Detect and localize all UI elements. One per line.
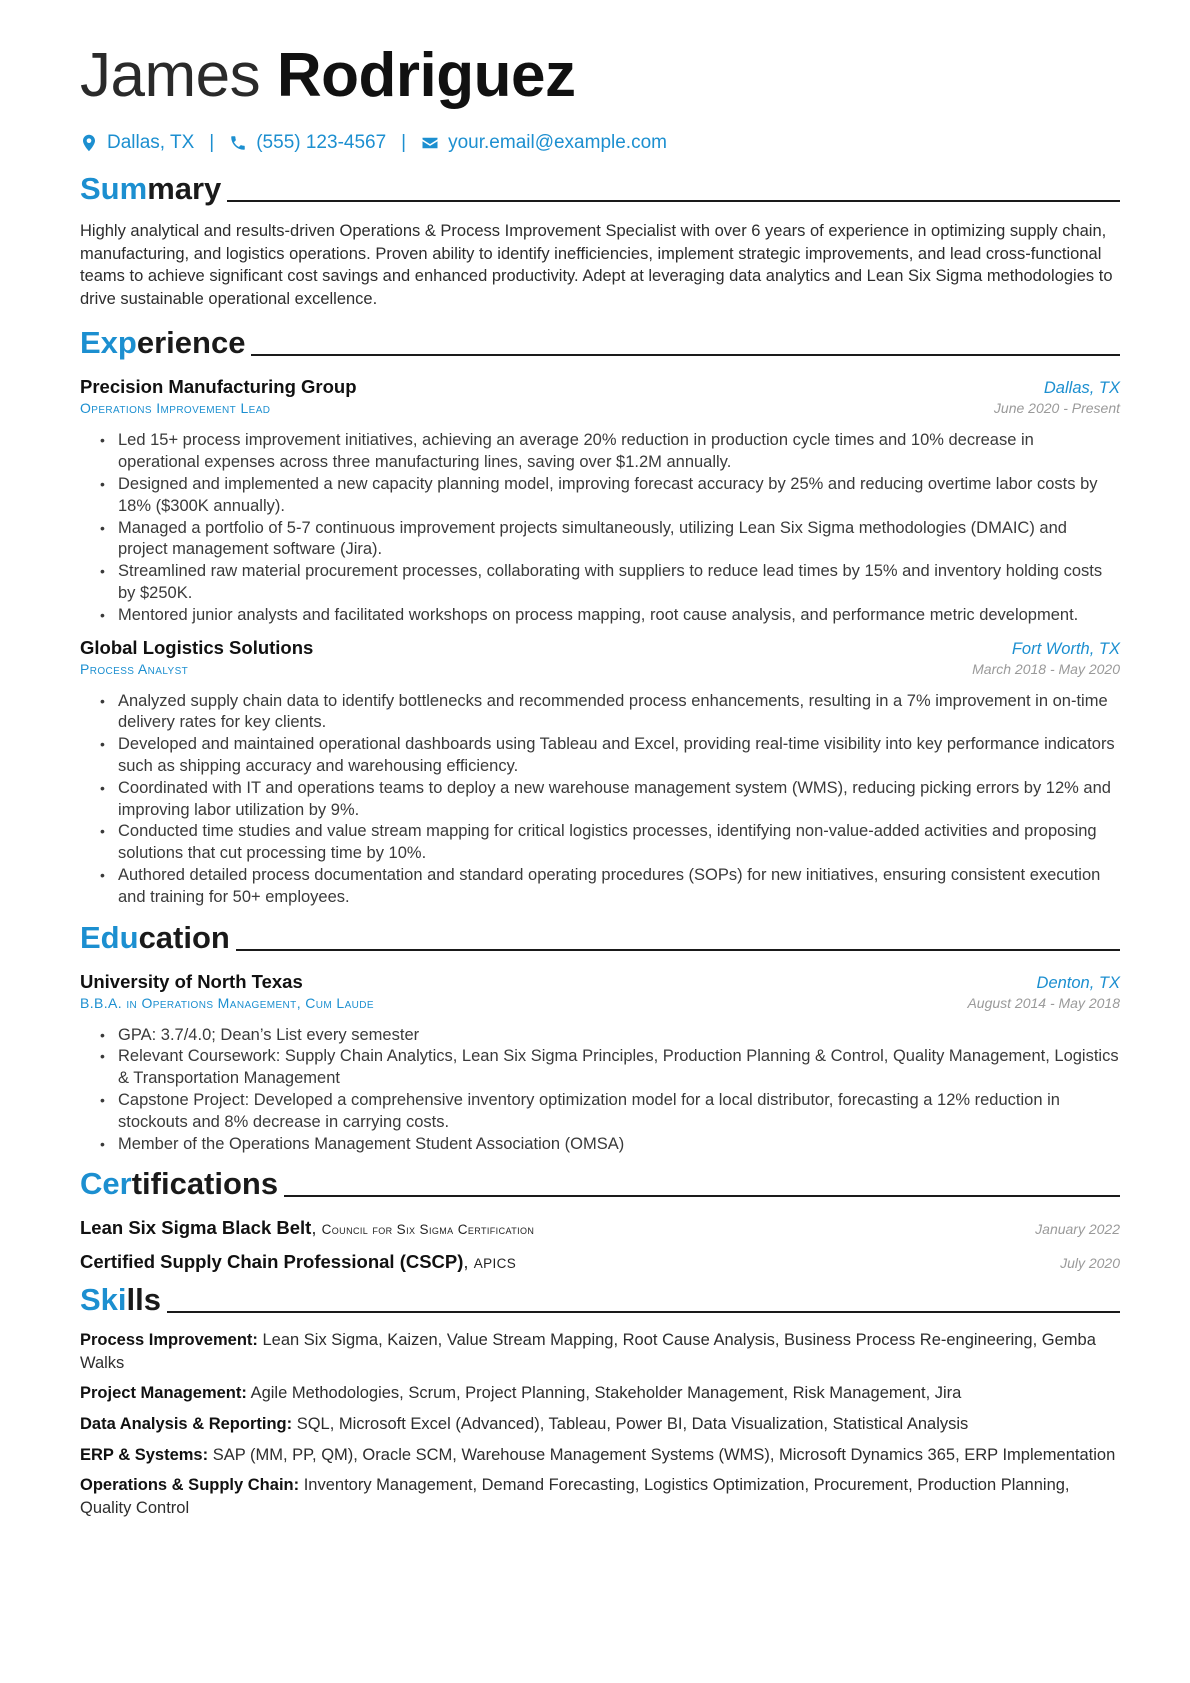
location-text: Dallas, TX	[107, 132, 195, 153]
bullet-item: • Managed a portfolio of 5-7 continuous improvement projects simultaneously, utilizing Lean Six Sigma methodologies (DMAIC) and project management software (Jira).	[118, 518, 1120, 562]
job-location: Dallas, TX	[1043, 379, 1120, 398]
certification-date: January 2022	[1035, 1221, 1120, 1238]
skill-label: Data Analysis & Reporting:	[80, 1415, 293, 1434]
experience-heading	[80, 324, 1120, 360]
email-text: your.email@example.com	[448, 132, 667, 153]
job-company: Precision Manufacturing Group	[80, 376, 357, 398]
skill-row	[80, 1329, 1120, 1374]
certification-item: Lean Six Sigma Black Belt, Council for Six Sigma Certification January 2022	[80, 1217, 1120, 1239]
summary-text: Highly analytical and results-driven Operations & Process Improvement Specialist with over 6 years of experience in optimizing supply chain, manufacturing, and logistics operations. Proven ability to identify inefficiencies, implement strategic improvements, and lead cross-functional teams to achieve significant cost savings and enhanced productivity. Adept at leveraging data analytics and Lean Six Sigma methodologies to drive sustainable operational excellence.	[80, 222, 1113, 308]
bullet-item: • Capstone Project: Developed a comprehensive inventory optimization model for a local distributor, forecasting a 12% reduction in stockouts and 8% decrease in carrying costs.	[118, 1090, 1120, 1134]
certification-issuer: APICS	[473, 1256, 517, 1272]
job-entry	[80, 637, 1120, 909]
skill-label: Operations & Supply Chain:	[80, 1476, 300, 1495]
skill-row	[80, 1382, 1120, 1405]
contact-separator: |	[209, 132, 215, 153]
title-accent: Edu	[80, 919, 139, 955]
skills-heading	[80, 1281, 1120, 1317]
bullet-item: • Coordinated with IT and operations teams to deploy a new warehouse management system (WMS), reducing picking errors by 12% and improving labor utilization by 9%.	[118, 778, 1120, 822]
degree: B.B.A. in Operations Management, Cum Laude	[80, 994, 374, 1011]
summary-heading	[80, 170, 1120, 206]
candidate-name	[80, 40, 1120, 112]
title-accent: Ski	[80, 1282, 127, 1318]
bullet-item: • Developed and maintained operational dashboards using Tableau and Excel, providing real-time visibility into key performance indicators such as shipping accuracy and warehousing efficiency.	[118, 734, 1120, 778]
education-dates: August 2014 - May 2018	[967, 994, 1120, 1011]
job-bullets	[80, 430, 1120, 626]
bullet-item: • Conducted time studies and value stream mapping for critical logistics processes, identifying non-value-added activities and proposing solutions that cut processing time by 10%.	[118, 821, 1120, 865]
skill-row	[80, 1413, 1120, 1436]
section-rule	[284, 1195, 1120, 1197]
last-name: Rodriguez	[276, 41, 576, 110]
bullet-item: • Streamlined raw material procurement processes, collaborating with suppliers to reduce lead times by 15% and inventory holding costs by $250K.	[118, 561, 1120, 605]
phone-text: (555) 123-4567	[256, 132, 387, 153]
skill-value: Inventory Management, Demand Forecasting, Logistics Optimization, Procurement, Production Planning, Quality Control	[80, 1476, 1070, 1517]
title-rest: mary	[147, 171, 222, 206]
section-title	[80, 1167, 278, 1201]
certifications-heading	[80, 1165, 1120, 1201]
certification-name: Lean Six Sigma Black Belt	[80, 1217, 312, 1239]
title-accent: Cer	[80, 1166, 132, 1202]
education-entry	[80, 971, 1120, 1156]
education-heading	[80, 919, 1120, 955]
certification-item: Certified Supply Chain Professional (CSCP), APICS July 2020	[80, 1251, 1120, 1273]
title-accent: Sum	[80, 171, 148, 206]
section-rule	[227, 200, 1120, 202]
title-rest: cation	[138, 919, 230, 955]
skill-value: SAP (MM, PP, QM), Oracle SCM, Warehouse Management Systems (WMS), Microsoft Dynamics 365, ERP Implementation	[212, 1445, 1116, 1464]
skills-list	[80, 1329, 1120, 1519]
section-title	[80, 921, 230, 955]
section-rule	[251, 354, 1120, 356]
job-dates: June 2020 - Present	[993, 400, 1120, 417]
job-entry	[80, 376, 1120, 626]
skill-label: ERP & Systems:	[80, 1445, 209, 1464]
title-rest: tifications	[131, 1166, 279, 1202]
job-dates: March 2018 - May 2020	[972, 660, 1120, 677]
certification-date: July 2020	[1060, 1255, 1120, 1272]
bullet-item: • Member of the Operations Management Student Association (OMSA)	[118, 1134, 1120, 1156]
title-rest: lls	[126, 1282, 161, 1318]
map-pin-icon	[80, 134, 98, 152]
bullet-item: • Relevant Coursework: Supply Chain Analytics, Lean Six Sigma Principles, Production Planning & Control, Quality Management, Logistics & Transportation Management	[118, 1046, 1120, 1090]
section-rule	[236, 949, 1120, 951]
first-name: James	[80, 41, 261, 110]
education-bullets	[80, 1025, 1120, 1156]
section-title	[80, 1283, 161, 1317]
bullet-item: • Designed and implemented a new capacity planning model, improving forecast accuracy by 25% and reducing overtime labor costs by 18% ($300K annually).	[118, 474, 1120, 518]
phone-icon	[229, 134, 247, 152]
school-location: Denton, TX	[1036, 973, 1120, 992]
skill-value: Lean Six Sigma, Kaizen, Value Stream Mapping, Root Cause Analysis, Business Process Re-engineering, Gemba Walks	[80, 1331, 1096, 1372]
bullet-item: • Authored detailed process documentation and standard operating procedures (SOPs) for new initiatives, ensuring consistent execution and training for 50+ employees.	[118, 865, 1120, 909]
skill-label: Process Improvement:	[80, 1331, 258, 1350]
bullet-item: • Led 15+ process improvement initiatives, achieving an average 20% reduction in production cycle times and 10% decrease in operational expenses across three manufacturing lines, saving over $1.2M annually.	[118, 430, 1120, 474]
contact-location	[80, 132, 194, 154]
job-role: Process Analyst	[80, 660, 189, 677]
job-bullets	[80, 691, 1120, 909]
bullet-item: • GPA: 3.7/4.0; Dean’s List every semester	[118, 1025, 1120, 1047]
contact-email[interactable]	[421, 132, 667, 154]
resume-page	[80, 40, 1120, 1527]
job-role: Operations Improvement Lead	[80, 400, 271, 417]
contact-separator: |	[401, 132, 407, 153]
section-title	[80, 172, 221, 206]
section-title	[80, 326, 245, 360]
skill-value: SQL, Microsoft Excel (Advanced), Tableau, Power BI, Data Visualization, Statistical Analysis	[296, 1415, 969, 1434]
section-rule	[167, 1311, 1120, 1313]
title-accent: Exp	[80, 325, 137, 361]
job-location: Fort Worth, TX	[1011, 639, 1120, 658]
skill-value: Agile Methodologies, Scrum, Project Planning, Stakeholder Management, Risk Management, Jira	[250, 1384, 962, 1403]
skill-label: Project Management:	[80, 1384, 247, 1403]
title-rest: erience	[136, 325, 246, 361]
certification-name: Certified Supply Chain Professional (CSCP)	[80, 1251, 464, 1273]
certification-issuer: Council for Six Sigma Certification	[321, 1222, 535, 1238]
bullet-item: • Analyzed supply chain data to identify bottlenecks and recommended process enhancements, resulting in a 7% improvement in on-time delivery rates for key clients.	[118, 691, 1120, 735]
contact-bar	[80, 130, 1120, 156]
skill-row	[80, 1474, 1120, 1519]
envelope-icon	[421, 134, 439, 152]
bullet-item: • Mentored junior analysts and facilitated workshops on process mapping, root cause analysis, and performance metric development.	[118, 605, 1120, 627]
job-company: Global Logistics Solutions	[80, 636, 314, 658]
contact-phone[interactable]	[229, 132, 386, 154]
skill-row	[80, 1444, 1120, 1467]
school-name: University of North Texas	[80, 970, 303, 992]
